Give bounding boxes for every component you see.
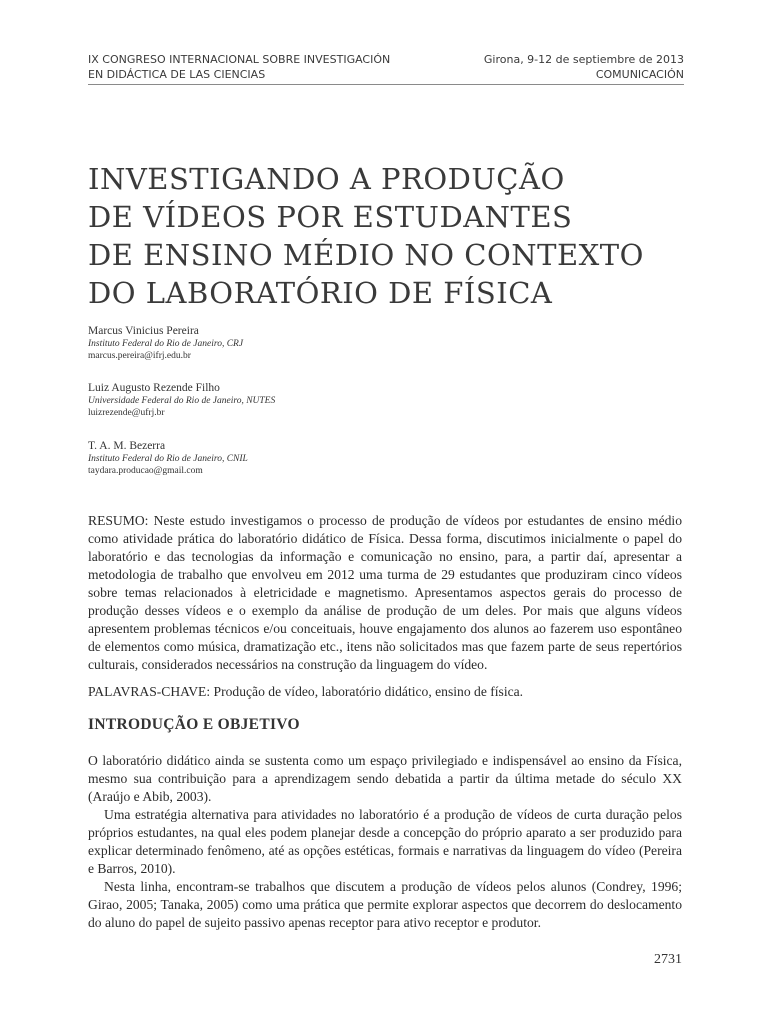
author-institution: Universidade Federal do Rio de Janeiro, NUTES	[88, 396, 276, 406]
title-line-4: DO LABORATÓRIO DE FÍSICA	[88, 276, 553, 310]
paragraph-2: Uma estratégia alternativa para atividades no laboratório é a produção de vídeos de curta duração pelos próprios estudantes, na qual eles podem planejar desde a concepção do próprio aparato a ser produzido para explicar determinado fenômeno, até as opções estéticas, formais e narrativas da linguagem do vídeo (Pereira e Barros, 2010).	[88, 807, 682, 876]
paper-type: COMUNICACIÓN	[595, 68, 684, 81]
keywords	[88, 683, 682, 701]
author-name: Luiz Augusto Rezende Filho	[88, 382, 220, 394]
paragraph-3: Nesta linha, encontram-se trabalhos que discutem a produção de vídeos pelos alunos (Condrey, 1996; Girao, 2005; Tanaka, 2005) como uma prática que permite explorar aspectos que decorrem do deslocamento do aluno do papel de sujeito passivo apenas receptor para ativo receptor e produtor.	[88, 879, 682, 930]
conference-info	[484, 52, 684, 82]
title-line-3: DE ENSINO MÉDIO NO CONTEXTO	[88, 238, 644, 272]
conference-line-2: EN DIDÁCTICA DE LAS CIENCIAS	[88, 68, 266, 81]
abstract-label: RESUMO:	[88, 513, 149, 528]
section-heading: INTRODUÇÃO E OBJETIVO	[88, 716, 300, 733]
author-email: luizrezende@ufrj.br	[88, 408, 165, 418]
title-line-2: DE VÍDEOS POR ESTUDANTES	[88, 200, 573, 234]
keywords-label: PALAVRAS-CHAVE:	[88, 684, 211, 699]
conference-line-1: IX CONGRESO INTERNACIONAL SOBRE INVESTIGACIÓN	[88, 53, 391, 66]
author-3	[88, 439, 248, 477]
keywords-text: Produção de vídeo, laboratório didático, ensino de física.	[210, 684, 524, 699]
author-name: T. A. M. Bezerra	[88, 440, 166, 452]
abstract	[88, 512, 682, 674]
paper-title	[88, 160, 688, 312]
author-institution: Instituto Federal do Rio de Janeiro, CNIL	[88, 454, 248, 464]
author-name: Marcus Vinicius Pereira	[88, 325, 199, 337]
introduction-body	[88, 752, 682, 932]
title-line-1: INVESTIGANDO A PRODUÇÃO	[88, 162, 565, 196]
author-1	[88, 324, 243, 362]
author-email: taydara.producao@gmail.com	[88, 466, 203, 476]
page-number: 2731	[654, 952, 682, 967]
conference-date: Girona, 9-12 de septiembre de 2013	[483, 53, 684, 66]
author-email: marcus.pereira@ifrj.edu.br	[88, 351, 191, 361]
paragraph-1: O laboratório didático ainda se sustenta como um espaço privilegiado e indispensável ao ensino da Física, mesmo sua contribuição para a aprendizagem sendo debatida a partir da última metade do século XX (Araújo e Abib, 2003).	[88, 753, 682, 804]
running-header	[88, 52, 684, 85]
author-institution: Instituto Federal do Rio de Janeiro, CRJ	[88, 339, 244, 349]
conference-name	[88, 52, 390, 82]
author-2	[88, 381, 275, 419]
abstract-text: Neste estudo investigamos o processo de produção de vídeos por estudantes de ensino médio como atividade prática do laboratório didático de Física. Dessa forma, discutimos inicialmente o papel do laboratório e das tecnologias da informação e comunicação no ensino, para, a partir daí, apresentar a metodologia de trabalho que envolveu em 2012 uma turma de 29 estudantes que produziram cinco vídeos sobre temas relacionados à eletricidade e magnetismo. Apresentamos aspectos gerais do processo de produção desses vídeos e o exemplo da análise de produção de um deles. Por mais que alguns vídeos apresentem problemas técnicos e/ou conceituais, houve engajamento dos alunos ao fazerem uso espontâneo de elementos como música, dramatização etc., itens não solicitados mas que fazem parte de seus repertórios culturais, considerados necessários na construção da linguagem do vídeo.	[88, 513, 682, 672]
